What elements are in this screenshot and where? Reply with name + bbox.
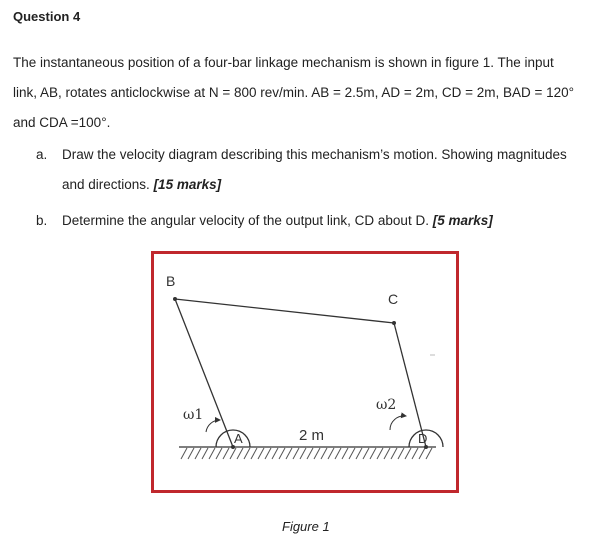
paragraph-line-1: The instantaneous position of a four-bar linkage mechanism is shown in figure 1. The input [13,55,554,70]
four-bar-linkage-diagram [154,254,456,490]
figure-caption: Figure 1 [282,519,330,534]
joint-b [173,297,177,301]
part-a-line-2: and directions. [62,177,154,192]
part-b-marks: [5 marks] [432,213,493,228]
figure-frame [151,251,459,493]
part-a-line-1: Draw the velocity diagram describing this mechanism’s motion. Showing magnitudes [62,147,567,162]
part-a [36,140,606,200]
ground-hatching [181,448,432,459]
question-paragraph [13,48,603,138]
part-b-line-1: Determine the angular velocity of the output link, CD about D. [62,213,433,228]
part-a-marks: [15 marks] [153,177,222,192]
part-b-label: b. [36,213,48,228]
label-ad-length: 2 m [299,427,325,444]
question-heading: Question 4 [13,9,81,24]
omega2-arrow-icon [390,416,406,430]
link-cd [394,323,426,447]
label-omega2: ω2 [376,397,397,413]
omega1-arrow-icon [206,420,220,432]
paragraph-line-2: link, AB, rotates anticlockwise at N = 800 rev/min. AB = 2.5m, AD = 2m, CD = 2m, BAD = 120° [13,85,575,100]
label-d: D [418,431,428,446]
pivot-support-a [216,430,250,447]
label-omega1: ω1 [183,407,204,423]
label-b: B [166,273,176,289]
link-ab [175,299,233,447]
label-a: A [234,431,243,446]
part-b [36,206,606,236]
paragraph-line-3: and CDA =100°. [13,115,111,130]
link-bc [175,299,394,323]
part-a-label: a. [36,147,48,162]
label-c: C [388,291,399,307]
joint-c [392,321,396,325]
